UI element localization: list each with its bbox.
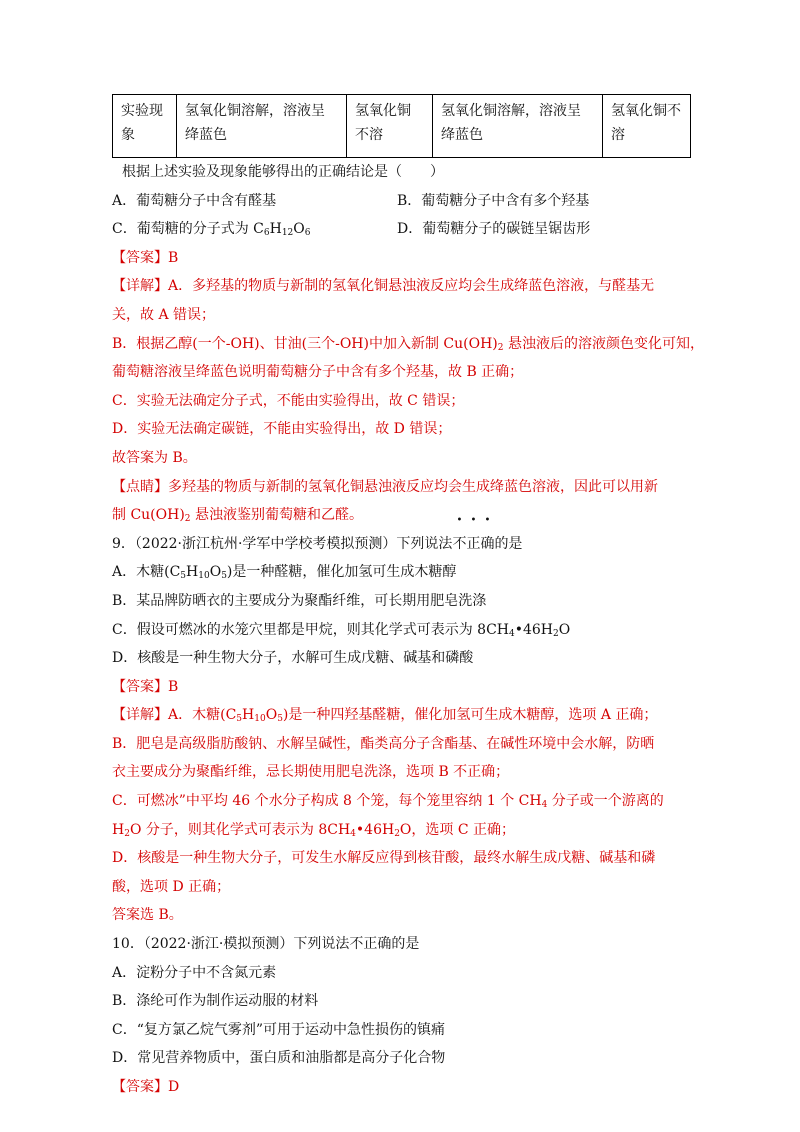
q9-option-a: A．木糖$(C_5H_{10}O_5)$是一种醛糖，催化加氢可生成木糖醇 [112, 564, 457, 582]
q9-detail-3b: $H_2O$ 分子，则其化学式可表示为 $8CH_4•46H_2O$，选项 C 正确； [112, 821, 516, 839]
q9-conclusion: 答案选 B。 [112, 907, 183, 924]
q9-answer: 【答案】B [112, 678, 179, 695]
table-cell: 氢氧化铜溶解，溶液呈绛蓝色 [177, 95, 347, 158]
q8-tip-1: 【点睛】多羟基的物质与新制的氢氧化铜悬浊液反应均会生成绛蓝色溶液，因此可以用新 [112, 478, 658, 495]
page [112, 94, 704, 1102]
q9-detail-1: 【详解】A．木糖$(C_5H_{10}O_5)$是一种四羟基醛糖，催化加氢可生成木糖醇，选项 A 正确； [112, 707, 658, 725]
table-cell: 氢氧化铜溶解，溶液呈绛蓝色 [433, 95, 603, 158]
q9-stem: 9．（2022·浙江杭州·学军中学校考模拟预测）下列说法不正确的是 [112, 535, 523, 552]
q8-detail-3: C．实验无法确定分子式，不能由实验得出，故 C 错误； [112, 392, 465, 409]
q10-option-b: B．涤纶可作为制作运动服的材料 [112, 993, 319, 1010]
q8-detail-1a: 【详解】A．多羟基的物质与新制的氢氧化铜悬浊液反应均会生成绛蓝色溶液，与醛基无 [112, 278, 655, 295]
table-cell: 氢氧化铜不溶 [347, 95, 433, 158]
q8-option-d: D．葡萄糖分子的碳链呈锯齿形 [397, 221, 591, 238]
q9-detail-2b: 衣主要成分为聚酯纤维，忌长期使用肥皂洗涤，选项 B 不正确； [112, 764, 510, 781]
q8-option-b: B．葡萄糖分子中含有多个羟基 [397, 192, 590, 209]
q10-option-a: A．淀粉分子中不含氮元素 [112, 964, 277, 981]
q8-detail-2a: B．根据乙醇(一个-OH)、甘油(三个-OH)中加入新制 $Cu(OH)_2$ 悬浊液后的溶液颜色变化可知， [112, 335, 704, 353]
q8-option-a: A．葡萄糖分子中含有醛基 [112, 192, 277, 209]
q8-conclusion: 故答案为 B。 [112, 449, 197, 466]
q8-detail-1b: 关，故 A 错误； [112, 306, 216, 323]
q8-tip-2: 制 $Cu(OH)_2$ 悬浊液鉴别葡萄糖和乙醛。 [112, 507, 363, 525]
table-cell: 氢氧化铜不溶 [603, 95, 691, 158]
q8-options-row-1 [112, 187, 692, 216]
q9-option-d: D．核酸是一种生物大分子，水解可生成戊糖、碱基和磷酸 [112, 650, 474, 667]
q9-option-b: B．某品牌防晒衣的主要成分为聚酯纤维，可长期用肥皂洗涤 [112, 592, 487, 609]
q8-detail-4: D．实验无法确定碳链，不能由实验得出，故 D 错误； [112, 421, 452, 438]
q8-detail-2b: 葡萄糖溶液呈绛蓝色说明葡萄糖分子中含有多个羟基，故 B 正确； [112, 364, 524, 381]
q9-detail-3a: C．可燃冰”中平均 46 个水分子构成 8 个笼，每个笼里容纳 1 个 $CH_4$ 分子或一个游离的 [112, 793, 664, 811]
table-cell: 实验现象 [113, 95, 177, 158]
q9-detail-2a: B．肥皂是高级脂肪酸钠、水解呈碱性，酯类高分子含酯基、在碱性环境中会水解，防晒 [112, 735, 655, 752]
table-row [113, 95, 691, 158]
q10-option-c: C．“复方氯乙烷气雾剂”可用于运动中急性损伤的镇痛 [112, 1021, 446, 1038]
q10-option-d: D．常见营养物质中，蛋白质和油脂都是高分子化合物 [112, 1050, 446, 1067]
q9-option-c: C．假设可燃冰的水笼穴里都是甲烷，则其化学式可表示为 $8CH_4•46H_2O$ [112, 621, 571, 639]
experiment-table [112, 94, 691, 158]
q10-answer: 【答案】D [112, 1079, 180, 1095]
q8-stem: 根据上述实验及现象能够得出的正确结论是（ ） [122, 164, 444, 180]
q8-options-row-2 [112, 215, 692, 244]
q8-option-c: C．葡萄糖的分子式为 $C_6H_{12}O_6$ [112, 221, 311, 239]
q9-detail-4a: D．核酸是一种生物大分子，可发生水解反应得到核苷酸，最终水解生成戊糖、碱基和磷 [112, 850, 656, 867]
q8-answer: 【答案】B [112, 249, 179, 266]
q10-stem: 10．（2022·浙江·模拟预测）下列说法不正确的是 [112, 936, 420, 953]
q9-detail-4b: 酸，选项 D 正确； [112, 878, 231, 895]
